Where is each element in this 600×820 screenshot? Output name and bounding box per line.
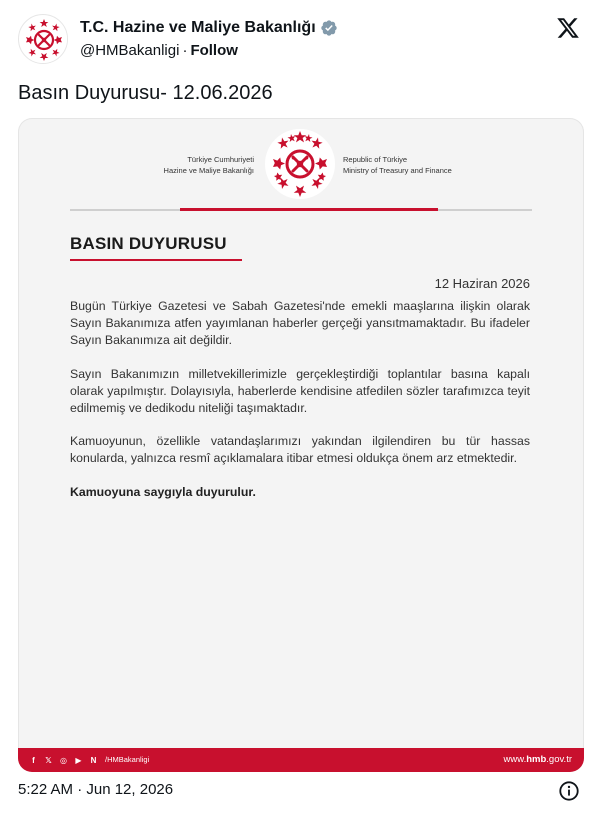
name-row	[80, 18, 338, 38]
handle-row	[80, 41, 238, 61]
user-handle[interactable]: @HMBakanligi	[80, 42, 180, 59]
footer-url-prefix: www.	[503, 754, 527, 765]
info-icon[interactable]	[558, 780, 580, 802]
attached-image[interactable]	[18, 118, 584, 772]
header-divider-accent	[180, 208, 438, 211]
footer-url	[504, 754, 572, 765]
tweet-text: Basın Duyurusu- 12.06.2026	[18, 82, 273, 104]
handle-separator: ·	[182, 42, 188, 59]
title-underline	[70, 259, 242, 261]
paragraph: Bugün Türkiye Gazetesi ve Sabah Gazetesi'nde emekli maaşlarına ilişkin olarak Sayın Bakanımıza atfen yayımlanan haberler gerçeği yansıtmamaktadır. Bu ifadeler Sayın Bakanımıza ait değildir.	[70, 299, 530, 348]
document-date: 12 Haziran 2026	[434, 276, 530, 291]
footer-url-suffix: .gov.tr	[546, 754, 572, 765]
left-org-line1: Türkiye Cumhuriyeti	[187, 155, 254, 164]
document-header	[18, 118, 584, 218]
verified-badge-icon	[320, 19, 338, 37]
document-body	[70, 298, 530, 517]
nsosyal-icon: N	[90, 755, 97, 765]
facebook-icon: f	[32, 755, 35, 765]
paragraph: Kamuoyunun, özellikle vatandaşlarımızı yakından ilgilendiren bu tür hassas konularda, yalnızca resmî açıklamalara itibar etmesi oldukça önem arz etmektedir.	[70, 434, 530, 466]
tweet-timestamp[interactable]: 5:22 AM · Jun 12, 2026	[18, 781, 174, 798]
left-org-line2: Hazine ve Maliye Bakanlığı	[163, 166, 254, 175]
x-social-icon: 𝕏	[45, 755, 52, 765]
x-logo-icon[interactable]	[556, 16, 580, 40]
ministry-emblem-icon	[264, 128, 336, 200]
right-org-line2: Ministry of Treasury and Finance	[343, 166, 452, 175]
right-org-line1: Republic of Türkiye	[343, 155, 408, 164]
footer-url-domain: hmb	[526, 754, 547, 765]
social-links	[28, 753, 149, 767]
closing-line: Kamuoyuna saygıyla duyurulur.	[70, 484, 256, 499]
paragraph: Sayın Bakanımızın milletvekillerimizle gerçekleştirdiği toplantılar basına kapalı olarak yapılmıştır. Dolayısıyla, haberlerde kendisine atfedilen sözler tarafımızca teyit edilmemiş ve dedikodu niteliği taşımaktadır.	[70, 366, 530, 416]
instagram-icon: ◎	[60, 755, 67, 765]
display-name[interactable]: T.C. Hazine ve Maliye Bakanlığı	[80, 19, 316, 36]
document-footer	[18, 748, 584, 772]
follow-button[interactable]: Follow	[190, 42, 238, 59]
left-org-name	[164, 154, 254, 176]
tweet-header	[18, 14, 584, 66]
youtube-icon: ▶	[75, 755, 82, 765]
right-org-name	[343, 154, 452, 176]
document-title: BASIN DUYURUSU	[70, 234, 227, 253]
footer-handle: /HMBakanligi	[105, 755, 150, 764]
ministry-avatar-icon	[19, 15, 68, 64]
avatar[interactable]	[18, 14, 68, 64]
